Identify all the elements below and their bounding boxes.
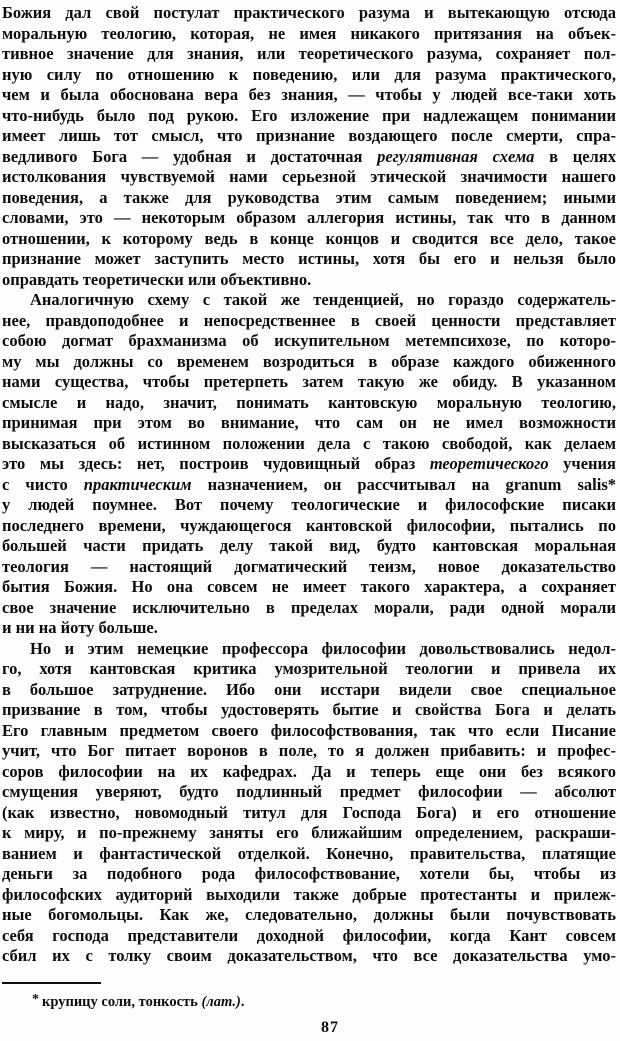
text-segment: у людей поумнее. Вот почему теологические и философские писаки <box>2 495 616 514</box>
paragraph <box>2 290 616 639</box>
text-line <box>2 44 616 65</box>
text-line <box>2 946 616 967</box>
text-line <box>2 331 616 352</box>
text-segment: и ни на йоту больше. <box>2 618 158 637</box>
text-line <box>2 3 616 24</box>
text-line <box>2 393 616 414</box>
text-segment: словами, это — некоторым образом аллегория истины, так что в данном <box>2 208 616 227</box>
text-segment: в целях <box>534 146 616 166</box>
text-line <box>2 229 616 250</box>
text-segment: смысле и надо, значит, понимать кантовскую моральную теологию, <box>2 392 616 412</box>
footnote <box>2 993 616 1012</box>
text-segment: го, хотя кантовская критика умозрительной теологии и привела их <box>2 659 616 678</box>
text-segment: моральную теологию, которая, не имея никакого притязания на объек- <box>2 23 616 43</box>
text-line <box>2 65 616 86</box>
text-line <box>2 106 616 127</box>
text-segment: в большое затруднение. Ибо они исстари видели свое специальное <box>2 679 616 699</box>
text-segment: свое значение исключительно в пределах морали, ради одной морали <box>2 597 616 617</box>
text-segment: . <box>240 994 245 1010</box>
italic-text-segment: практическим <box>83 474 192 494</box>
text-segment: это мы здесь: нет, построив чудовищный образ <box>2 454 430 473</box>
text-segment: собою догмат брахманизма об искупительном метемпсихозе, по которо- <box>2 331 616 350</box>
text-line <box>2 208 616 229</box>
text-segment: призвание в том, чтобы удостоверять бытие и свойства Бога и делать <box>2 700 616 719</box>
text-segment: соров философии на их кафедрах. Да и теперь еще они без всякого <box>2 761 616 781</box>
text-line <box>2 803 616 824</box>
italic-text-segment: регулятивная схема <box>377 146 535 166</box>
text-segment: чем и была обоснована вера без знания, — чтобы у людей все-таки хоть <box>2 85 616 104</box>
text-line <box>2 495 616 516</box>
text-line <box>2 352 616 373</box>
text-segment: бытия Божия. Но она совсем не имеет такого характера, а сохраняет <box>2 577 616 596</box>
text-segment: истолкования чувствуемой нами серьезной этической значимости нашего <box>2 167 616 186</box>
text-line <box>2 639 616 660</box>
text-line <box>2 598 616 619</box>
text-segment: Его главным предметом своего философствования, так что если Писание <box>2 720 616 740</box>
text-line <box>2 311 616 332</box>
text-segment: к миру, и по-прежнему заняты его ближайшим определением, раскраши- <box>2 823 616 842</box>
text-segment: ведливого Бога — удобная и достаточная <box>2 146 378 166</box>
text-line <box>2 270 616 291</box>
text-line <box>2 782 616 803</box>
text-segment: с чисто <box>2 474 84 494</box>
text-line <box>2 475 616 496</box>
text-line <box>2 885 616 906</box>
text-line <box>2 659 616 680</box>
text-line <box>2 700 616 721</box>
footnote-marker: * <box>32 992 39 1007</box>
text-segment: ные богомольцы. Как же, следовательно, должны были почувствовать <box>2 905 616 924</box>
text-segment: назначением, он рассчитывал на granum salis* <box>191 474 616 494</box>
text-line <box>2 85 616 106</box>
text-segment: тивное значение для знания, или теоретического разума, сохраняет пол- <box>2 44 616 63</box>
text-line <box>2 290 616 311</box>
text-segment: ванием и фантастической отделкой. Конечно, правительства, платящие <box>2 843 616 863</box>
text-segment: учит, что Бог питает воронов в поле, то я должен прибавить: и профес- <box>2 741 616 760</box>
text-line <box>2 577 616 598</box>
text-line <box>2 24 616 45</box>
text-segment: Божия дал свой постулат практического разума и вытекающую отсюда <box>2 3 616 22</box>
text-segment: что-нибудь было под рукою. Его изложение при надлежащем понимании <box>2 105 616 125</box>
text-line <box>2 762 616 783</box>
text-segment: себя господа представители доходной философии, когда Кант совсем <box>2 925 616 945</box>
text-segment: Но и этим немецкие профессора философии довольствовались недол- <box>30 638 616 658</box>
text-segment: оправдать теоретически или объективно. <box>2 269 312 289</box>
paragraph <box>2 639 616 967</box>
text-segment: нами существа, чтобы претерпеть затем такую же обиду. В указанном <box>2 372 616 391</box>
text-line <box>2 249 616 270</box>
text-segment: принимая при этом во внимание, что сам он не имел возможности <box>2 413 616 432</box>
text-line <box>2 680 616 701</box>
text-segment: Аналогичную схему с такой же тенденцией, но гораздо содержатель- <box>30 290 616 309</box>
text-line <box>2 372 616 393</box>
text-line <box>2 147 616 168</box>
footnote-rule <box>2 982 101 984</box>
text-segment: философских аудиторий выходили также добрые протестанты и прилеж- <box>2 884 616 904</box>
text-segment: последнего времени, чуждающегося кантовской философии, пытались по <box>2 515 616 535</box>
page-number: 87 <box>321 1019 339 1036</box>
text-segment: сбил их с толку своим доказательством, что все доказательства умо- <box>2 946 616 965</box>
footnote-text <box>42 994 245 1010</box>
text-segment: высказаться об истинном положении дела с такою свободой, как делаем <box>2 433 616 453</box>
text-segment: учения <box>548 454 616 473</box>
text-line <box>2 823 616 844</box>
text-line <box>2 926 616 947</box>
italic-text-segment: теоретического <box>429 454 549 473</box>
text-line <box>2 741 616 762</box>
text-line <box>2 413 616 434</box>
text-segment: признание может заступить место истины, хотя бы его и нельзя было <box>2 249 616 268</box>
text-segment: поведения, а также для руководства этим самым поведением; иными <box>2 187 616 207</box>
text-line <box>2 167 616 188</box>
text-line <box>2 188 616 209</box>
text-segment: смущения уверяют, будто подлинный предмет философии — абсолют <box>2 782 616 801</box>
text-line <box>2 454 616 475</box>
text-line <box>2 721 616 742</box>
text-segment: крупицу соли, тонкость <box>42 994 202 1010</box>
text-line <box>2 557 616 578</box>
text-line <box>2 618 616 639</box>
text-segment: ную силу по отношению к поведению, или для разума практического, <box>2 64 616 84</box>
paragraph <box>2 3 616 290</box>
text-line <box>2 434 616 455</box>
text-segment: отношении, к которому ведь в конце концов и сводится все дело, такое <box>2 228 616 248</box>
text-line <box>2 126 616 147</box>
text-segment: имеет лишь тот смысл, что признание воздающего после смерти, спра- <box>2 126 616 145</box>
text-segment: большей части придать делу такой вид, будто кантовская моральная <box>2 536 616 555</box>
text-line <box>2 516 616 537</box>
text-block <box>2 3 616 967</box>
italic-text-segment: (лат.) <box>201 994 241 1010</box>
text-segment: деньги за подобного рода философствование, хотели бы, чтобы из <box>2 864 616 883</box>
text-line <box>2 864 616 885</box>
text-line <box>2 536 616 557</box>
text-segment: нее, правдоподобнее и непосредственнее в своей ценности представляет <box>2 310 616 330</box>
text-line <box>2 905 616 926</box>
text-segment: му мы должны со временем возродиться в образе каждого обиженного <box>2 351 616 371</box>
text-segment: (как известно, новомодный титул для Господа Бога) и его отношение <box>2 802 616 822</box>
text-segment: теология — настоящий догматический теизм, новое доказательство <box>2 556 616 576</box>
text-line <box>2 844 616 865</box>
